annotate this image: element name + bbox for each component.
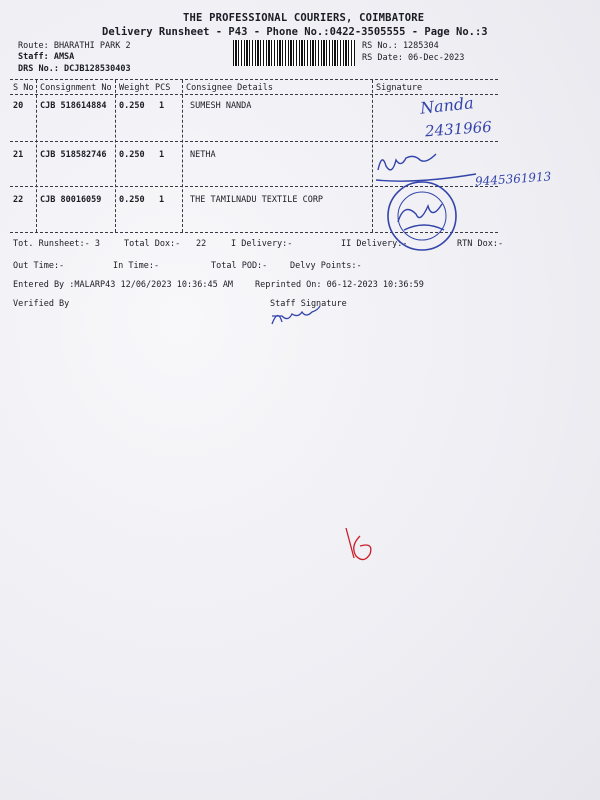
col-header-pcs: PCS [155, 83, 171, 93]
staff-signature-label: Staff Signature [270, 299, 347, 309]
staff-signature-scribble [272, 306, 320, 324]
route-label: Route: BHARATHI PARK 2 [18, 41, 131, 51]
verified-by: Verified By [13, 299, 70, 309]
row-consignee: NETHA [190, 150, 216, 160]
total-dox-value: 22 [196, 239, 207, 249]
row-weight: 0.250 [119, 195, 145, 205]
col-header-consignee: Consignee Details [186, 83, 273, 93]
stamp-signature [398, 204, 444, 230]
col-header-sno: S No [13, 83, 34, 93]
row-sno: 20 [13, 101, 24, 111]
out-time: Out Time:- [13, 261, 65, 271]
i-delivery: I Delivery:- [231, 239, 293, 249]
delvy-points: Delvy Points:- [290, 261, 362, 271]
row-sno: 21 [13, 150, 24, 160]
row-pcs: 1 [159, 101, 165, 111]
row-weight: 0.250 [119, 150, 145, 160]
ii-delivery: II Delivery:- [341, 239, 408, 249]
row-consignment: CJB 80016059 [40, 195, 102, 205]
handwritten-phone: 9445361913 [474, 169, 552, 189]
entered-by: Entered By :MALARP43 12/06/2023 10:36:45 AM [13, 280, 234, 290]
row-weight: 0.250 [119, 101, 145, 111]
rs-date: RS Date: 06-Dec-2023 [362, 53, 465, 63]
handwritten-number: 2431966 [424, 117, 493, 141]
reprinted-on: Reprinted On: 06-12-2023 10:36:59 [255, 280, 424, 290]
rtn-dox: RTN Dox:- [457, 239, 504, 249]
row-consignment: CJB 518582746 [40, 150, 107, 160]
row-pcs: 1 [159, 150, 165, 160]
runsheet-subtitle: Delivery Runsheet - P43 - Phone No.:0422-3505555 - Page No.:3 [102, 26, 488, 38]
rs-number: RS No.: 1285304 [362, 41, 439, 51]
row-sno: 22 [13, 195, 24, 205]
row-consignee: SUMESH NANDA [190, 101, 252, 111]
row-pcs: 1 [159, 195, 165, 205]
tot-runsheet: Tot. Runsheet:- 3 [13, 239, 100, 249]
signature-scribble [376, 154, 476, 181]
drs-number: DRS No.: DCJB128530403 [18, 64, 131, 74]
handwritten-name: Nanda [419, 93, 475, 118]
total-dox-label: Total Dox:- [124, 239, 181, 249]
total-pod: Total POD:- [211, 261, 268, 271]
col-header-weight: Weight [119, 83, 150, 93]
row-consignment: CJB 518614884 [40, 101, 107, 111]
col-header-signature: Signature [376, 83, 423, 93]
row-consignee: THE TAMILNADU TEXTILE CORP [190, 195, 324, 205]
red-mark-16 [346, 528, 371, 560]
staff-label: Staff: AMSA [18, 52, 75, 62]
in-time: In Time:- [113, 261, 160, 271]
col-header-consignment: Consignment No [40, 83, 112, 93]
company-title: THE PROFESSIONAL COURIERS, COIMBATORE [183, 12, 425, 24]
